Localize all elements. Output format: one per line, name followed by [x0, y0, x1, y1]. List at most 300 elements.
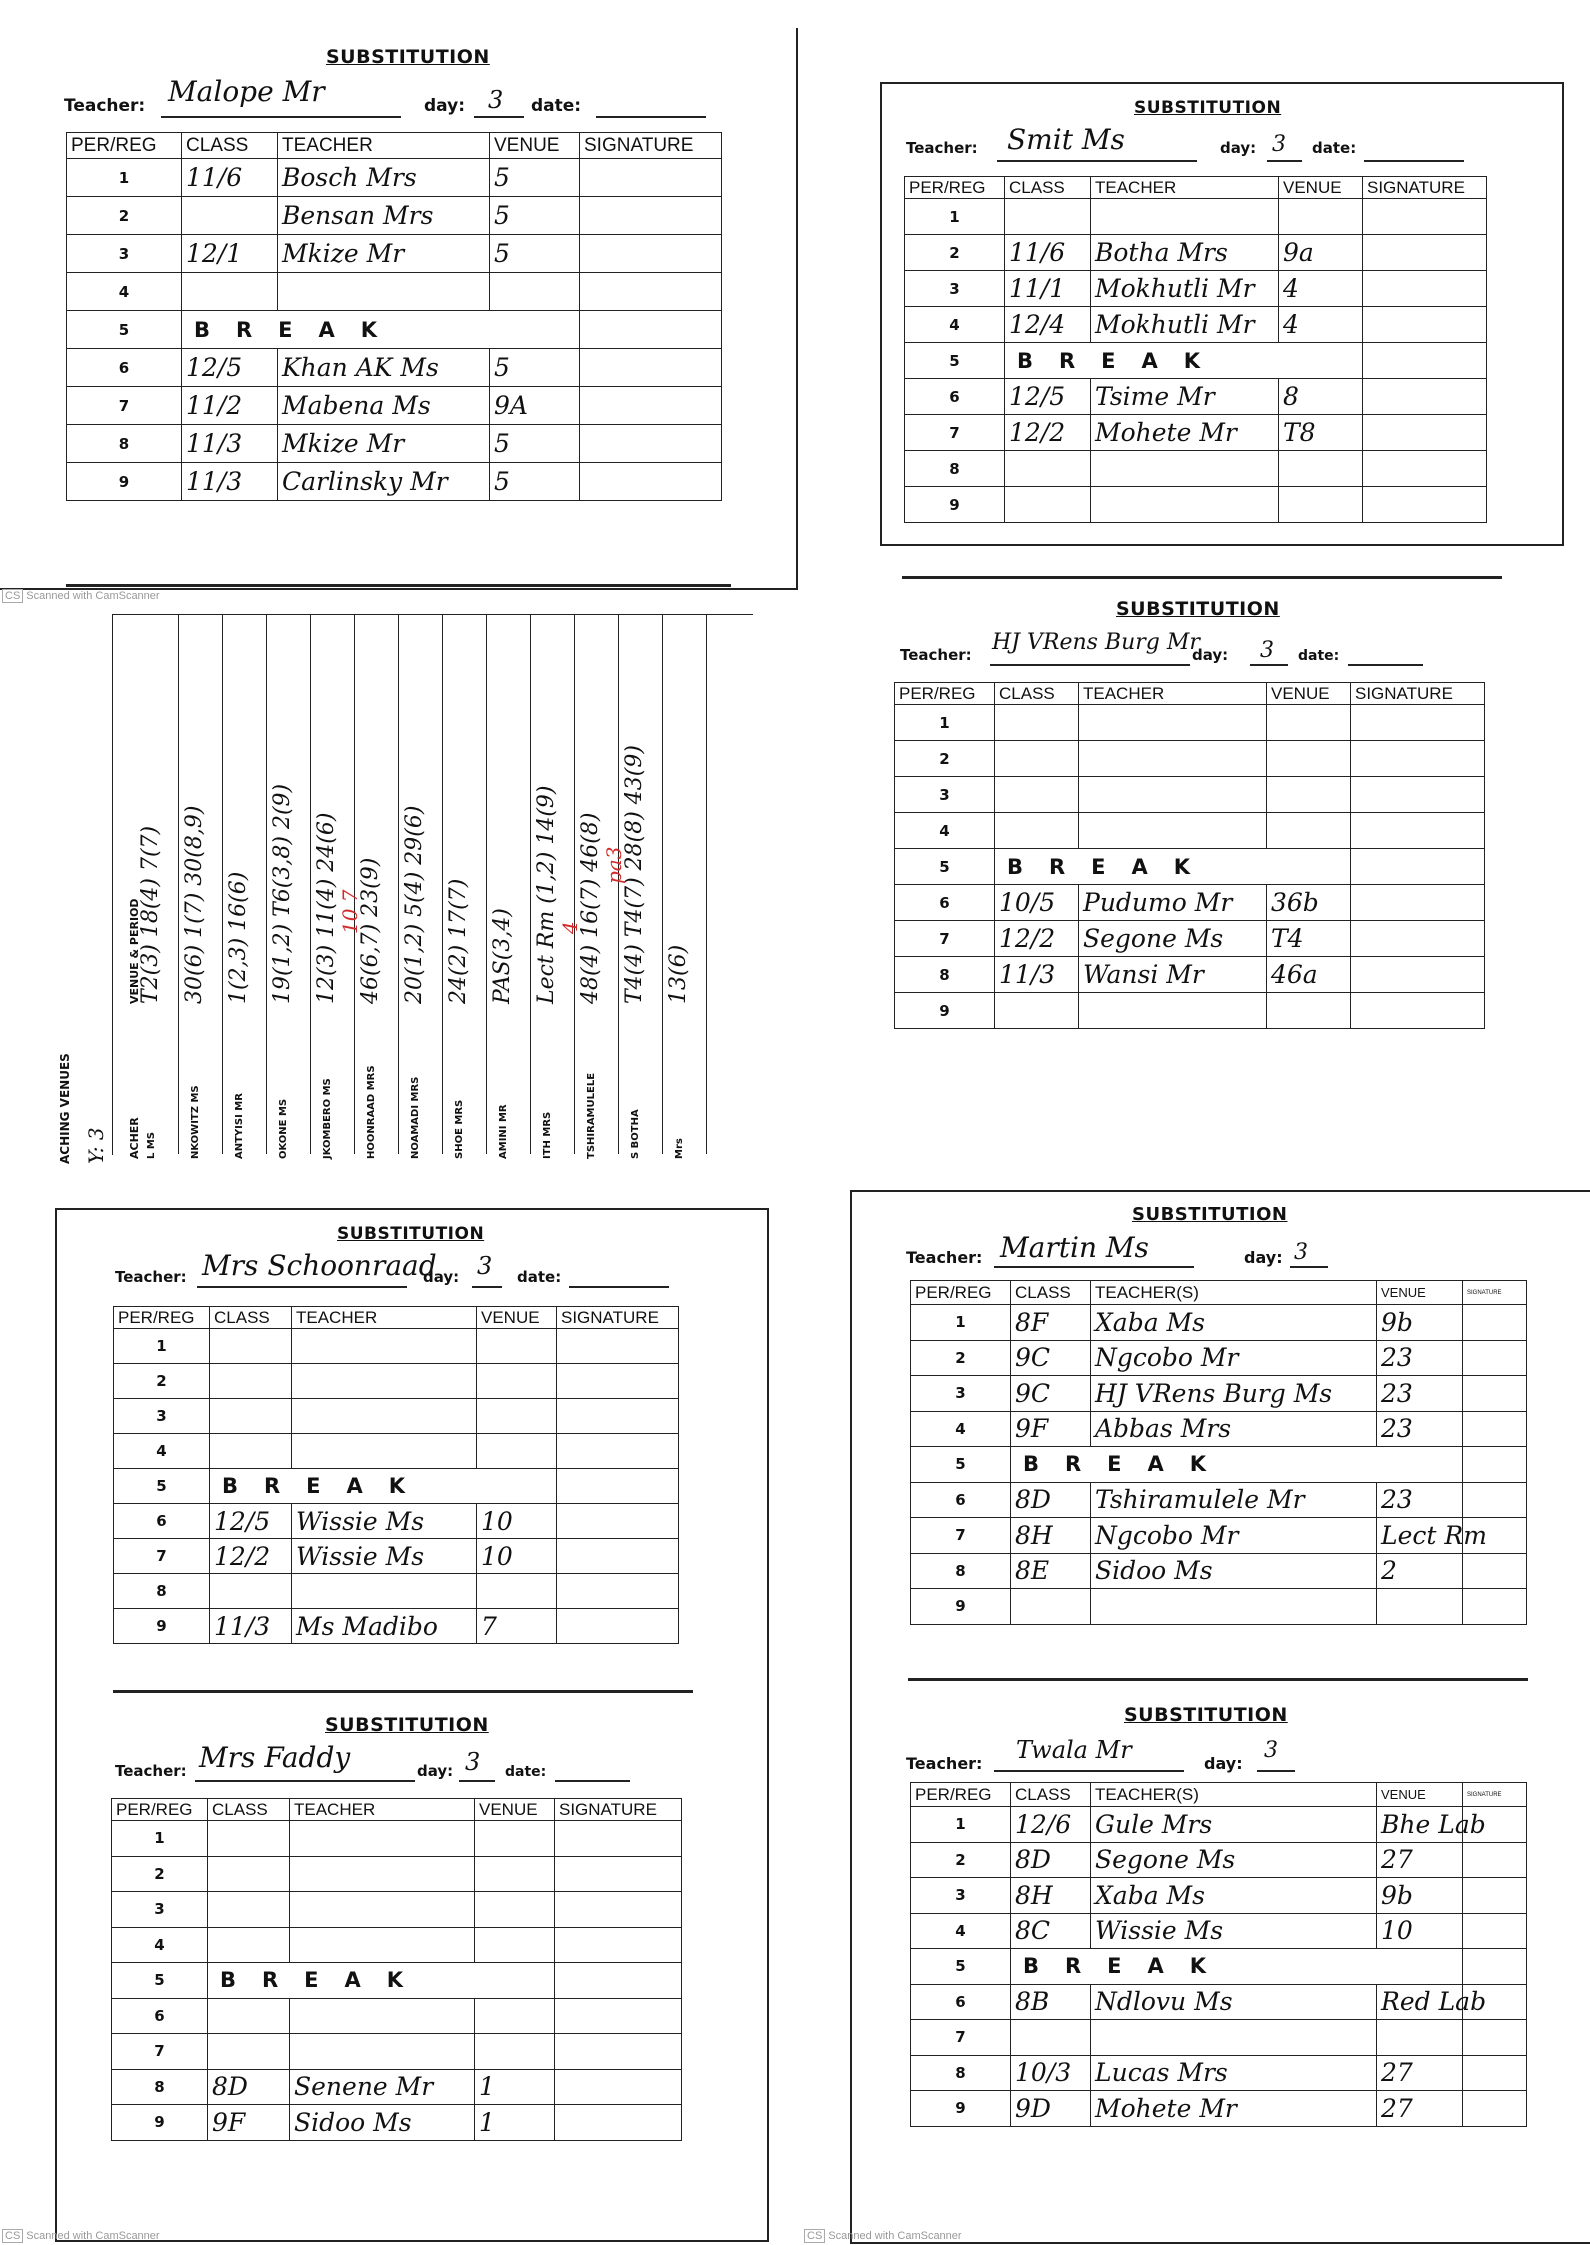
col-teacher: TEACHER: [1091, 177, 1279, 199]
cell-signature: [1463, 1482, 1527, 1518]
cell-signature: [1463, 1842, 1527, 1878]
cell-cls: [208, 1927, 290, 1963]
period-number: 3: [114, 1399, 210, 1434]
cell-signature: [580, 197, 722, 235]
period-number: 2: [895, 741, 995, 777]
cell-cls: [995, 813, 1079, 849]
camscanner-mark-bottom-left: CS Scanned with CamScanner: [2, 2230, 160, 2242]
cell-teacher: Ngcobo Mr: [1091, 1340, 1377, 1376]
period-number: 3: [911, 1376, 1011, 1412]
day-value-faddy: 3: [465, 1748, 481, 1776]
table-row: [911, 1842, 1527, 1878]
table-row: [112, 1998, 682, 2034]
sheet-title: SUBSTITUTION: [1116, 598, 1280, 620]
cell-signature: [1363, 307, 1487, 343]
period-number: 4: [911, 1411, 1011, 1447]
break-row-label: BREAK: [1011, 1447, 1463, 1483]
cell-signature: [1351, 957, 1485, 993]
cell-signature: [1463, 1340, 1527, 1376]
cell-signature: [580, 235, 722, 273]
cell-cls: [210, 1399, 292, 1434]
cell-teacher: Wissie Ms: [1091, 1913, 1377, 1949]
cell-signature: [555, 1963, 682, 1999]
period-number: 3: [895, 777, 995, 813]
period-number: 5: [911, 1447, 1011, 1483]
table-row: [67, 387, 722, 425]
cell-teacher: [292, 1399, 477, 1434]
venue-periods: 19(1,2) T6(3,8) 2(9): [270, 783, 295, 1004]
cell-cls: 8H: [1011, 1878, 1091, 1914]
table-row: [911, 1984, 1527, 2020]
table-row: [911, 1589, 1527, 1625]
venues-title: ACHING VENUES: [58, 1053, 72, 1164]
col-class: CLASS: [995, 683, 1079, 705]
break-row-label: BREAK: [1011, 1949, 1463, 1985]
venue-periods: 48(4) 16(7) 46(8): [578, 812, 603, 1004]
sheet-malope: [0, 28, 798, 590]
period-number: 6: [112, 1998, 208, 2034]
cell-cls: 12/5: [182, 349, 278, 387]
cell-cls: 11/3: [182, 425, 278, 463]
table-row: [905, 379, 1487, 415]
cell-venue: 4: [1279, 271, 1363, 307]
cell-cls: [208, 1821, 290, 1857]
cell-venue: [1377, 1589, 1463, 1625]
period-number: 9: [112, 2105, 208, 2141]
venue-red-annotation: 10 7: [338, 889, 362, 934]
teacher-label: Teacher:: [906, 1248, 983, 1267]
period-number: 4: [905, 307, 1005, 343]
cell-cls: 9C: [1011, 1340, 1091, 1376]
table-row: [911, 1340, 1527, 1376]
table-row: [112, 1856, 682, 1892]
table-row: [905, 271, 1487, 307]
cell-venue: [475, 1892, 555, 1928]
cell-signature: [1463, 1589, 1527, 1625]
venue-teacher-name: HOONRAAD MRS: [366, 1065, 377, 1159]
teacher-label-twala: Teacher:: [906, 1754, 983, 1773]
teacher-label: Teacher:: [64, 96, 146, 116]
table-row: [112, 2105, 682, 2141]
sheet-title: SUBSTITUTION: [326, 46, 490, 68]
cell-cls: 9D: [1011, 2091, 1091, 2127]
table-row: [905, 199, 1487, 235]
cell-signature: [555, 1821, 682, 1857]
substitution-table-twala: [910, 1782, 1527, 2127]
cell-venue: 23: [1377, 1376, 1463, 1412]
cell-signature: [1463, 2091, 1527, 2127]
cell-teacher: Lucas Mrs: [1091, 2055, 1377, 2091]
cell-teacher: [1091, 451, 1279, 487]
col-venue: VENUE: [490, 133, 580, 159]
cell-cls: [995, 705, 1079, 741]
col-signature: SIGNATURE: [1463, 1281, 1527, 1305]
date-label: date:: [1312, 139, 1357, 157]
venue-teacher-name: OKONE MS: [278, 1098, 289, 1159]
cell-signature: [1351, 993, 1485, 1029]
cell-cls: 12/5: [1005, 379, 1091, 415]
period-number: 5: [895, 849, 995, 885]
cell-signature: [1363, 487, 1487, 523]
cell-teacher: [292, 1364, 477, 1399]
cell-venue: 2: [1377, 1553, 1463, 1589]
cell-cls: [1011, 1589, 1091, 1625]
cell-teacher: [1079, 813, 1267, 849]
period-number: 7: [67, 387, 182, 425]
cell-signature: [580, 463, 722, 501]
sheet-title-twala: SUBSTITUTION: [1124, 1704, 1288, 1726]
teacher-label-faddy: Teacher:: [115, 1762, 187, 1780]
venue-periods: PAS(3,4): [490, 908, 515, 1004]
cell-signature: [1363, 235, 1487, 271]
venue-teacher-name: JKOMBERO MS: [322, 1078, 333, 1159]
day-label: day:: [1220, 139, 1257, 157]
cell-teacher: [290, 1821, 475, 1857]
venue-teacher-name: AMINI MR: [498, 1104, 509, 1159]
cell-venue: [1279, 199, 1363, 235]
cell-signature: [1363, 271, 1487, 307]
cell-teacher: Pudumo Mr: [1079, 885, 1267, 921]
table-row: [67, 197, 722, 235]
cell-cls: 11/3: [995, 957, 1079, 993]
break-row-label: BREAK: [210, 1469, 557, 1504]
col-per: PER/REG: [895, 683, 995, 705]
period-number: 9: [911, 1589, 1011, 1625]
cell-teacher: HJ VRens Burg Ms: [1091, 1376, 1377, 1412]
cell-teacher: Bensan Mrs: [278, 197, 490, 235]
cell-cls: 10/5: [995, 885, 1079, 921]
cell-signature: [557, 1399, 679, 1434]
table-row: [67, 311, 722, 349]
date-label: date:: [517, 1268, 562, 1286]
table-row: [114, 1364, 679, 1399]
venue-teacher-name: Mrs: [674, 1138, 685, 1159]
teacher-name-faddy: Mrs Faddy: [199, 1741, 351, 1774]
period-number: 6: [911, 1482, 1011, 1518]
period-number: 1: [67, 159, 182, 197]
table-row: [895, 777, 1485, 813]
venues-day: Y: 3: [84, 1127, 108, 1164]
sheet-schoonraad: [55, 1208, 769, 2242]
cell-teacher: Wissie Ms: [292, 1539, 477, 1574]
period-number: 8: [911, 2055, 1011, 2091]
cell-venue: 27: [1377, 1842, 1463, 1878]
col-venue: VENUE: [1377, 1783, 1463, 1807]
cell-teacher: Tshiramulele Mr: [1091, 1482, 1377, 1518]
venue-teacher-name: ITH MRS: [542, 1111, 553, 1159]
cell-cls: 11/3: [182, 463, 278, 501]
table-row: [895, 957, 1485, 993]
venue-periods: 30(6) 1(7) 30(8,9): [182, 805, 207, 1004]
break-row-label: BREAK: [1005, 343, 1363, 379]
cell-signature: [555, 2034, 682, 2070]
period-number: 2: [67, 197, 182, 235]
day-label-twala: day:: [1204, 1754, 1243, 1773]
cell-venue: T4: [1267, 921, 1351, 957]
substitution-table: [66, 132, 722, 501]
cell-teacher: [278, 273, 490, 311]
period-number: 6: [911, 1984, 1011, 2020]
col-class: CLASS: [208, 1799, 290, 1821]
col-class: CLASS: [182, 133, 278, 159]
table-row: [114, 1399, 679, 1434]
cell-venue: [475, 1927, 555, 1963]
cell-cls: 12/2: [995, 921, 1079, 957]
col-class: CLASS: [1005, 177, 1091, 199]
cell-teacher: Wissie Ms: [292, 1504, 477, 1539]
date-label: date:: [1298, 648, 1340, 664]
period-number: 4: [895, 813, 995, 849]
cell-signature: [557, 1574, 679, 1609]
cell-cls: 12/5: [210, 1504, 292, 1539]
cell-cls: 9C: [1011, 1376, 1091, 1412]
cell-venue: [1267, 993, 1351, 1029]
cell-cls: 11/6: [1005, 235, 1091, 271]
cell-venue: [477, 1434, 557, 1469]
cell-signature: [1351, 741, 1485, 777]
venue-periods: Lect Rm (1,2) 14(9): [534, 785, 559, 1004]
table-row: [911, 1447, 1527, 1483]
cell-signature: [1463, 1913, 1527, 1949]
cell-venue: 8: [1279, 379, 1363, 415]
sheet-title: SUBSTITUTION: [337, 1224, 485, 1244]
cell-teacher: Mokhutli Mr: [1091, 307, 1279, 343]
venue-periods: 24(2) 17(7): [446, 878, 471, 1004]
cell-cls: 9F: [1011, 1411, 1091, 1447]
sheet-title: SUBSTITUTION: [1134, 98, 1282, 118]
cell-cls: [182, 197, 278, 235]
cell-signature: [1351, 849, 1485, 885]
cell-cls: [210, 1434, 292, 1469]
table-row: [895, 921, 1485, 957]
col-class: CLASS: [1011, 1783, 1091, 1807]
table-row: [895, 705, 1485, 741]
table-row: [895, 849, 1485, 885]
cell-signature: [580, 159, 722, 197]
cell-teacher: Senene Mr: [290, 2069, 475, 2105]
break-row-label: BREAK: [995, 849, 1351, 885]
cell-teacher: Sidoo Ms: [1091, 1553, 1377, 1589]
cell-signature: [1351, 885, 1485, 921]
cell-teacher: [292, 1329, 477, 1364]
cell-teacher: Mohete Mr: [1091, 415, 1279, 451]
cell-teacher: [1091, 1589, 1377, 1625]
period-number: 5: [112, 1963, 208, 1999]
table-row: [911, 1518, 1527, 1554]
cell-cls: [1005, 199, 1091, 235]
cell-cls: 8H: [1011, 1518, 1091, 1554]
cell-teacher: Bosch Mrs: [278, 159, 490, 197]
col-signature: SIGNATURE: [557, 1307, 679, 1329]
cell-cls: 12/2: [1005, 415, 1091, 451]
cell-venue: 9b: [1377, 1305, 1463, 1341]
cell-teacher: Mkize Mr: [278, 235, 490, 273]
cell-venue: 23: [1377, 1411, 1463, 1447]
cell-cls: [1005, 451, 1091, 487]
cell-cls: [210, 1364, 292, 1399]
period-number: 2: [911, 1340, 1011, 1376]
venue-periods: T4(4) T4(7) 28(8) 43(9): [622, 745, 647, 1004]
cell-signature: [1463, 2055, 1527, 2091]
cell-signature: [1351, 705, 1485, 741]
cell-signature: [1463, 1447, 1527, 1483]
period-number: 6: [905, 379, 1005, 415]
period-number: 8: [112, 2069, 208, 2105]
venue-red-annotation: 4: [558, 921, 582, 934]
cell-venue: 27: [1377, 2091, 1463, 2127]
sheet-title: SUBSTITUTION: [1132, 1204, 1288, 1225]
cell-teacher: [290, 1892, 475, 1928]
cell-cls: 12/1: [182, 235, 278, 273]
teacher-name: HJ VRens Burg Mr: [992, 630, 1200, 655]
cell-venue: 10: [1377, 1913, 1463, 1949]
cell-signature: [555, 1998, 682, 2034]
table-row: [114, 1539, 679, 1574]
cell-cls: 11/1: [1005, 271, 1091, 307]
period-number: 1: [112, 1821, 208, 1857]
col-per: PER/REG: [67, 133, 182, 159]
cell-signature: [555, 2069, 682, 2105]
cell-venue: 46a: [1267, 957, 1351, 993]
cell-teacher: [1091, 2020, 1377, 2056]
cell-cls: 11/6: [182, 159, 278, 197]
col-per: PER/REG: [114, 1307, 210, 1329]
venues-col-venue: VENUE & PERIOD: [128, 898, 141, 1004]
cell-venue: Bhe Lab: [1377, 1807, 1463, 1843]
col-teacher: TEACHER: [278, 133, 490, 159]
cell-cls: [1011, 2020, 1091, 2056]
cell-venue: 1: [475, 2069, 555, 2105]
cell-cls: 8E: [1011, 1553, 1091, 1589]
date-label-faddy: date:: [505, 1764, 547, 1780]
cell-signature: [580, 387, 722, 425]
period-number: 8: [67, 425, 182, 463]
cell-venue: 5: [490, 425, 580, 463]
col-per: PER/REG: [911, 1281, 1011, 1305]
cell-teacher: Khan AK Ms: [278, 349, 490, 387]
cell-venue: [475, 1998, 555, 2034]
cell-teacher: Ndlovu Ms: [1091, 1984, 1377, 2020]
table-row: [895, 741, 1485, 777]
table-row: [895, 813, 1485, 849]
substitution-table: [113, 1306, 679, 1644]
table-row: [911, 1305, 1527, 1341]
period-number: 3: [911, 1878, 1011, 1914]
cell-teacher: [1079, 741, 1267, 777]
cell-signature: [557, 1609, 679, 1644]
cell-venue: 10: [477, 1539, 557, 1574]
teacher-label: Teacher:: [900, 646, 972, 664]
col-class: CLASS: [1011, 1281, 1091, 1305]
cell-teacher: Tsime Mr: [1091, 379, 1279, 415]
period-number: 2: [114, 1364, 210, 1399]
cell-cls: [1005, 487, 1091, 523]
cell-venue: 1: [475, 2105, 555, 2141]
cell-teacher: Xaba Ms: [1091, 1305, 1377, 1341]
cell-venue: 9a: [1279, 235, 1363, 271]
period-number: 5: [114, 1469, 210, 1504]
table-row: [911, 1949, 1527, 1985]
col-teacher: TEACHER: [1079, 683, 1267, 705]
period-number: 9: [114, 1609, 210, 1644]
cell-signature: [1363, 343, 1487, 379]
cell-signature: [1463, 1305, 1527, 1341]
cell-cls: [210, 1329, 292, 1364]
cell-signature: [1363, 415, 1487, 451]
venue-periods: 1(2,3) 16(6): [226, 871, 251, 1004]
cell-cls: [208, 1998, 290, 2034]
period-number: 4: [911, 1913, 1011, 1949]
period-number: 1: [114, 1329, 210, 1364]
cell-teacher: Mkize Mr: [278, 425, 490, 463]
substitution-table: [910, 1280, 1527, 1625]
cell-cls: 12/4: [1005, 307, 1091, 343]
day-label: day:: [1192, 646, 1229, 664]
cell-venue: Red Lab: [1377, 1984, 1463, 2020]
cell-venue: [475, 2034, 555, 2070]
cell-venue: T8: [1279, 415, 1363, 451]
cell-signature: [555, 1856, 682, 1892]
cell-teacher: Sidoo Ms: [290, 2105, 475, 2141]
table-row: [905, 415, 1487, 451]
col-teacher: TEACHER: [292, 1307, 477, 1329]
period-number: 8: [905, 451, 1005, 487]
cell-teacher: Gule Mrs: [1091, 1807, 1377, 1843]
cell-signature: [557, 1364, 679, 1399]
venue-periods: 46(6,7) 23(9): [358, 857, 383, 1004]
period-number: 7: [114, 1539, 210, 1574]
table-row: [911, 1482, 1527, 1518]
table-row: [112, 2034, 682, 2070]
venue-teacher-name: ANTYISI MR: [234, 1093, 245, 1159]
venue-teacher-name: SHOE MRS: [454, 1099, 465, 1159]
col-venue: VENUE: [1267, 683, 1351, 705]
cell-teacher: Ngcobo Mr: [1091, 1518, 1377, 1554]
cell-signature: [1463, 1411, 1527, 1447]
col-venue: VENUE: [1377, 1281, 1463, 1305]
cell-cls: 8D: [208, 2069, 290, 2105]
cell-venue: 5: [490, 159, 580, 197]
col-class: CLASS: [210, 1307, 292, 1329]
cell-signature: [557, 1469, 679, 1504]
cell-teacher: [290, 1927, 475, 1963]
table-row: [911, 1807, 1527, 1843]
table-row: [911, 1913, 1527, 1949]
period-number: 6: [67, 349, 182, 387]
sheet-teaching-venues: [0, 604, 800, 1164]
cell-venue: [1267, 741, 1351, 777]
col-per: PER/REG: [905, 177, 1005, 199]
cell-teacher: Botha Mrs: [1091, 235, 1279, 271]
day-value: 3: [477, 1252, 493, 1280]
cell-teacher: Mokhutli Mr: [1091, 271, 1279, 307]
sheet-title-faddy: SUBSTITUTION: [325, 1714, 489, 1736]
cell-teacher: [1079, 993, 1267, 1029]
day-value: 3: [1260, 638, 1274, 663]
day-label: day:: [423, 1268, 460, 1286]
cell-venue: [477, 1329, 557, 1364]
cell-venue: 23: [1377, 1340, 1463, 1376]
sheet-smit: [880, 82, 1564, 546]
venue-periods: 12(3) 11(4) 24(6): [314, 812, 339, 1004]
cell-cls: 8B: [1011, 1984, 1091, 2020]
table-row: [911, 1878, 1527, 1914]
cell-teacher: Wansi Mr: [1079, 957, 1267, 993]
cell-teacher: Carlinsky Mr: [278, 463, 490, 501]
cell-venue: [477, 1399, 557, 1434]
table-row: [905, 343, 1487, 379]
period-number: 5: [67, 311, 182, 349]
